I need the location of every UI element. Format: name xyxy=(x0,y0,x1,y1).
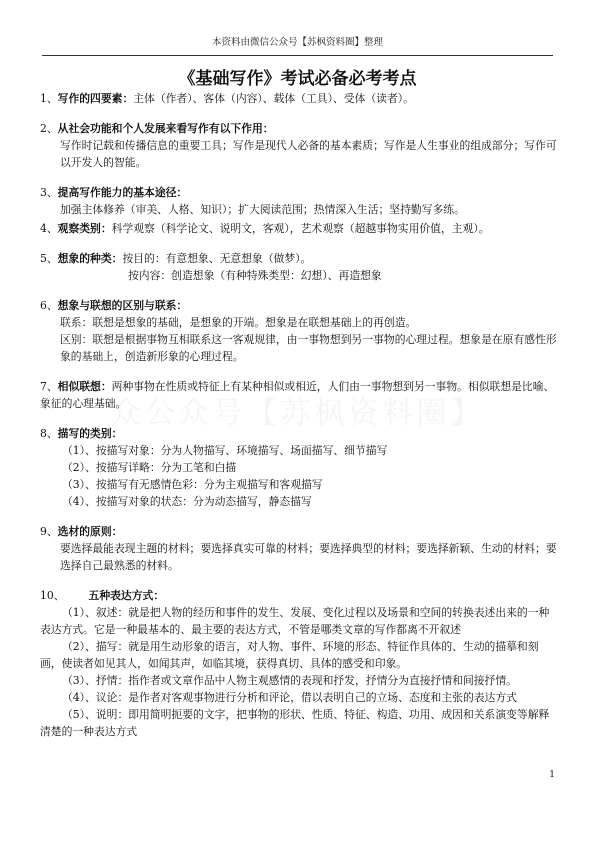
section-number: 5、 xyxy=(40,252,58,265)
section-heading: 从社会功能和个人发展来看写作有以下作用： xyxy=(57,122,274,135)
section-number: 7、 xyxy=(40,380,58,393)
list-item: （1）、叙述：就是把人物的经历和事件的发生、发展、变化过程以及场景和空间的转换表述出来的一种表达方式。它是一种最基本的、最主要的表达方式，不管是哪类文章的写作都离不开叙述 xyxy=(40,606,550,636)
section-body: 加强主体修养（审美、人格、知识）；扩大阅读范围；热情深入生活；坚持勤写多练。 xyxy=(60,203,465,216)
section-7 xyxy=(40,378,557,412)
section-body: 写作时记载和传播信息的重要工具；写作是现代人必备的基本素质；写作是人生事业的组成部分；写作可以开发人的智能。 xyxy=(60,139,557,169)
section-line: 按内容：创造想象（有种特殊类型：幻想）、再造想象 xyxy=(128,269,382,282)
page-number: 1 xyxy=(549,770,555,780)
section-heading: 相似联想： xyxy=(57,380,112,393)
section-number: 8、 xyxy=(40,427,58,440)
watermark: 众公众号【苏枫资料圈】 xyxy=(110,396,485,431)
list-item: （1）、按描写对象：分为人物描写、环境描写、场面描写、细节描写 xyxy=(62,444,388,457)
section-2 xyxy=(40,120,557,171)
document-body xyxy=(40,90,557,753)
section-line: 区别：联想是根据事物互相联系这一客观规律，由一事物想到另一事物的心理过程。想象是在原有感性形象的基础上，创造新形象的心理过程。 xyxy=(60,333,557,363)
list-item: （4）、议论：是作者对客观事物进行分析和评论，借以表明自己的立场、态度和主张的表达方式 xyxy=(62,691,517,704)
section-8 xyxy=(40,425,557,510)
section-line: 联系：联想是想象的基础，是想象的开端。想象是在联想基础上的再创造。 xyxy=(60,316,417,329)
section-number: 4、 xyxy=(40,222,58,235)
section-number: 1、 xyxy=(40,92,58,105)
section-number: 10、 xyxy=(40,589,65,602)
section-heading: 写作的四要素： xyxy=(57,92,134,105)
section-4 xyxy=(40,220,557,237)
list-item: （2）、按描写详略：分为工笔和白描 xyxy=(62,461,237,474)
list-item: （2）、描写：就是用生动形象的语言，对人物、事件、环境的形态、特征作具体的、生动的描摹和刻画，使读者如见其人，如闻其声，如临其境，获得真切、具体的感受和印象。 xyxy=(40,640,539,670)
list-item: （5）、说明：即用简明扼要的文字，把事物的形状、性质、特征、构造、功用、成因和关系演变等解释清楚的一种表达方式 xyxy=(40,708,550,738)
page-header: 本资料由微信公众号【苏枫资料圈】整理 xyxy=(211,37,383,48)
section-text: 主体（作者）、客体（内容）、载体（工具）、受体（读者）。 xyxy=(133,92,414,105)
section-heading: 观察类别： xyxy=(57,222,112,235)
list-item: （3）、抒情：指作者或文章作品中人物主观感情的表现和抒发，抒情分为直接抒情和间接抒情。 xyxy=(62,674,517,687)
list-item: （4）、按描写对象的状态：分为动态描写，静态描写 xyxy=(62,495,312,508)
section-heading: 想象与联想的区别与联系： xyxy=(57,299,188,312)
section-1 xyxy=(40,90,557,107)
section-heading: 想象的种类： xyxy=(57,252,123,265)
section-5 xyxy=(40,250,557,284)
section-text: 两种事物在性质或特征上有某种相似或相近，人们由一事物想到另一事物。相似联想是比喻、象征的心理基础。 xyxy=(40,380,555,410)
section-heading: 描写的类别： xyxy=(57,427,123,440)
section-heading: 五种表达方式： xyxy=(88,589,165,602)
section-text: 科学观察（科学论文、说明文，客观），艺术观察（超越事物实用价值，主观）。 xyxy=(111,222,490,235)
section-number: 6、 xyxy=(40,299,58,312)
section-heading: 选材的原则： xyxy=(57,525,123,538)
section-3 xyxy=(40,184,557,218)
section-line: 按目的：有意想象、无意想象（做梦）。 xyxy=(122,252,312,265)
section-6 xyxy=(40,297,557,365)
section-number: 3、 xyxy=(40,186,58,199)
page-title: 《基础写作》考试必备必考考点 xyxy=(178,69,417,89)
section-9 xyxy=(40,523,557,574)
section-body: 要选择最能表现主题的材料；要选择真实可靠的材料；要选择典型的材料；要选择新颖、生动的材料；要选择自己最熟悉的材料。 xyxy=(60,542,557,572)
section-heading: 提高写作能力的基本途径： xyxy=(57,186,188,199)
list-item: （3）、按描写有无感情色彩：分为主观描写和客观描写 xyxy=(62,478,323,491)
header-rule xyxy=(42,55,553,56)
section-10 xyxy=(40,587,557,740)
section-number: 2、 xyxy=(40,122,58,135)
section-number: 9、 xyxy=(40,525,58,538)
